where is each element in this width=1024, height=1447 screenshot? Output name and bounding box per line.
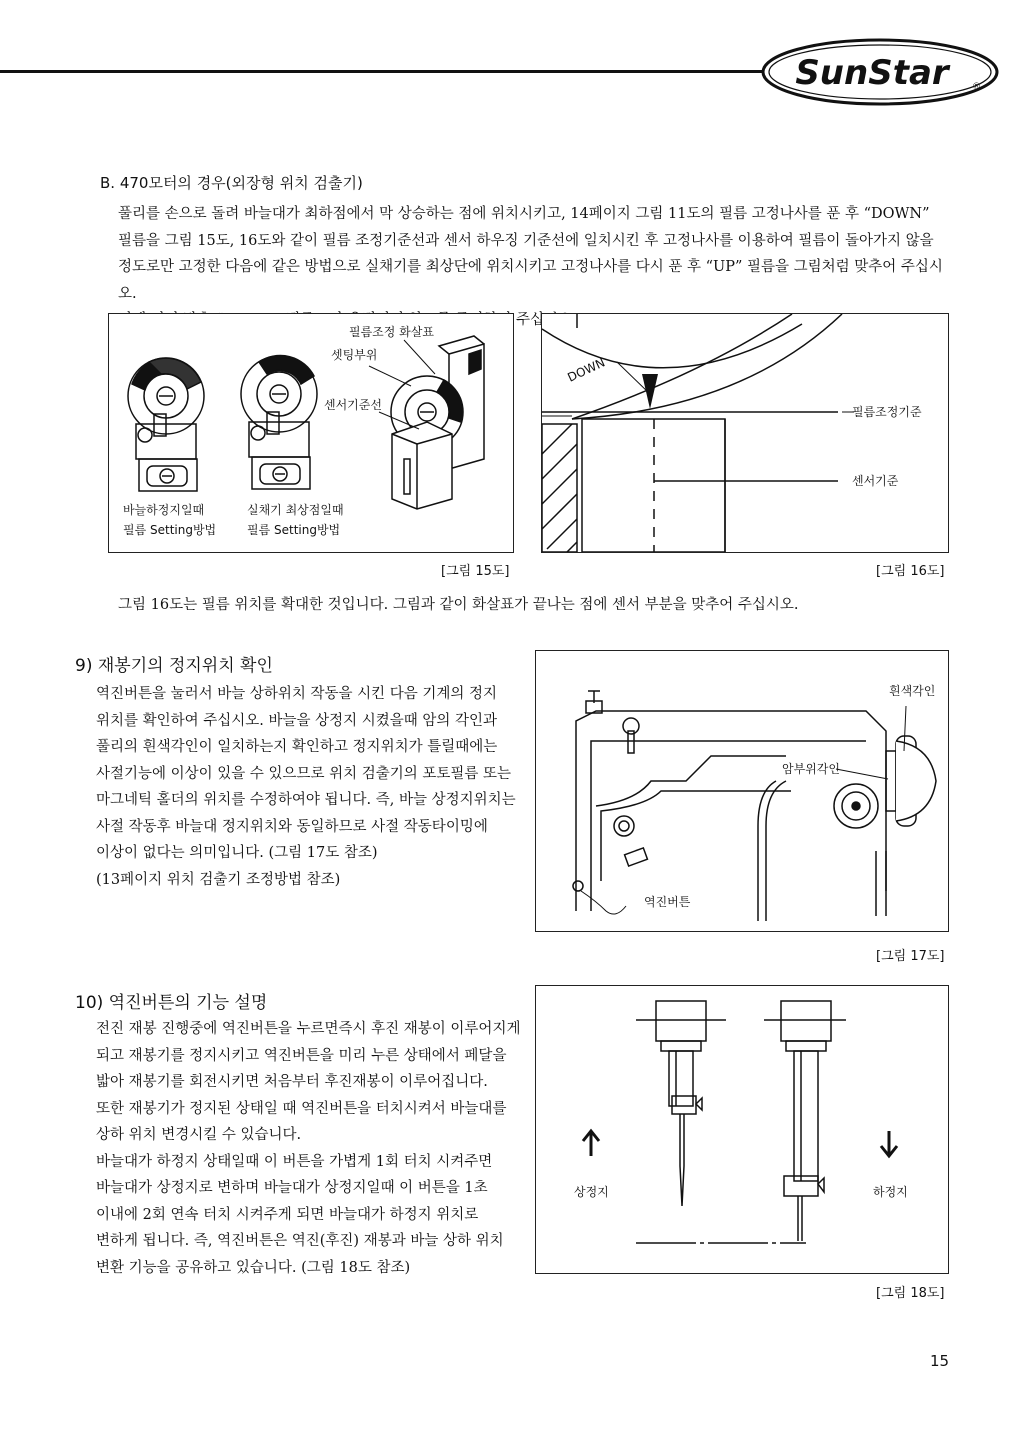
mid-caption-1: 실채기 최상점일때 (247, 503, 344, 517)
text-line: 그림 16도는 필름 위치를 확대한 것입니다. 그림과 같이 화살표가 끝나는 점에 센서 부분을 맞추어 주십시오. (118, 597, 799, 613)
text-line: 되고 재봉기를 정지시키고 역진버튼을 미리 누른 상태에서 페달을 (96, 1047, 507, 1064)
brand-text: SunStar (795, 53, 949, 93)
header-rule (0, 70, 770, 73)
text-line: 사절기능에 이상이 있을 수 있으므로 위치 검출기의 포토필름 또는 (96, 765, 512, 782)
text-line: 전진 재봉 진행중에 역진버튼을 누르면즉시 후진 재봉이 이루어지게 (96, 1021, 521, 1037)
text-line: 풀리를 손으로 돌려 바늘대가 최하점에서 막 상승하는 점에 위치시키고, 14페이지 그림 11도의 필름 고정나사를 푼 후 “DOWN” (118, 206, 930, 222)
text-line: 위치를 확인하여 주십시오. 바늘을 상정지 시켰을때 암의 각인과 (96, 712, 498, 729)
left-caption-2: 필름 Setting방법 (123, 523, 217, 537)
needle-bar-up (636, 1001, 726, 1206)
machine-arm-drawing (576, 691, 936, 921)
section-b-title: B. 470모터의 경우(외장형 위치 검출기) (100, 174, 363, 192)
text-line: 바늘대가 하정지 상태일때 이 버튼을 가볍게 1회 터치 시켜주면 (96, 1153, 493, 1170)
label-sensor-line: 센서기준선 (324, 398, 382, 412)
left-caption-1: 바늘하정지일때 (123, 503, 205, 517)
text-line: 정도로만 고정한 다음에 같은 방법으로 실채기를 최상단에 위치시키고 고정나사를 다시 푼 후 “UP” 필름을 그림처럼 맞추어 주십시오. (118, 259, 943, 302)
text-line: 사절 작동후 바늘대 정지위치와 동일하므로 사절 작동타이밍에 (96, 818, 488, 835)
text-line: 마그네틱 홀더의 위치를 수정하여야 됩니다. 즉, 바늘 상정지위치는 (96, 792, 516, 808)
text-line: 이내에 2회 연속 터치 시켜주게 되면 바늘대가 하정지 위치로 (96, 1206, 479, 1223)
text-line: 밟아 재봉기를 회전시키면 처음부터 후진재봉이 이루어집니다. (96, 1074, 488, 1090)
mid-caption-2: 필름 Setting방법 (247, 523, 341, 537)
fig16-note (118, 592, 958, 619)
label-film-arrow: 필름조정 화살표 (349, 325, 434, 339)
text-line: 이상이 없다는 의미입니다. (그림 17도 참조) (96, 845, 378, 861)
fig16-caption: [그림 16도] (876, 564, 945, 579)
sunstar-logo (760, 37, 1000, 107)
label-up-stop: 상정지 (574, 1185, 609, 1199)
fig18-caption: [그림 18도] (876, 1286, 945, 1301)
text-line: (13페이지 위치 검출기 조정방법 참조) (96, 871, 341, 888)
down-arrow-icon (881, 1131, 897, 1156)
label-down: DOWN (565, 355, 608, 385)
film-inner-arc (542, 324, 802, 368)
label-down-stop: 하정지 (873, 1185, 908, 1199)
section-9-title: 9) 재봉기의 정지위치 확인 (75, 656, 273, 676)
figure-16 (541, 313, 949, 553)
label-film-ref: 필름조정기준 (852, 405, 922, 419)
text-line: 바늘대가 상정지로 변하며 바늘대가 상정지일때 이 버튼을 1초 (96, 1180, 488, 1196)
figure-18 (535, 985, 949, 1274)
text-line: 필름을 그림 15도, 16도와 같이 필름 조정기준선과 센서 하우징 기준선에 일치시킨 후 고정나사를 이용하여 필름이 돌아가지 않을 (118, 232, 934, 249)
text-line: 변환 기능을 공유하고 있습니다. (그림 18도 참조) (96, 1259, 411, 1276)
fig15-sensor-left (128, 358, 204, 491)
label-white-mark: 흰색각인 (889, 684, 936, 698)
label-sensor-ref: 센서기준 (852, 474, 899, 488)
page-number: 15 (930, 1352, 950, 1370)
text-line: 풀리의 흰색각인이 일치하는지 확인하고 정지위치가 틀릴때에는 (96, 739, 498, 755)
fig15-caption: [그림 15도] (441, 564, 510, 579)
section-9-paragraph (96, 681, 526, 893)
figure-15 (108, 313, 514, 553)
section-10-paragraph (96, 1016, 528, 1281)
text-line: 변하게 됩니다. 즉, 역진버튼은 역진(후진) 재봉과 바늘 상하 위치 (96, 1233, 504, 1249)
fig17-caption: [그림 17도] (876, 949, 945, 964)
section-10-title: 10) 역진버튼의 기능 설명 (75, 993, 268, 1013)
fig15-sensor-middle (241, 355, 317, 489)
figure-17 (535, 650, 949, 932)
leader-film-arrow (404, 340, 435, 374)
label-setting: 셋팅부위 (331, 348, 378, 362)
text-line: 역진버튼을 눌러서 바늘 상하위치 작동을 시킨 다음 기계의 정지 (96, 686, 498, 702)
up-arrow-icon (583, 1131, 599, 1156)
leader-setting (369, 366, 411, 386)
label-reverse-button: 역진버튼 (644, 895, 691, 909)
label-arm-mark: 암부위각인 (782, 762, 840, 776)
text-line: 또한 재봉기가 정지된 상태일 때 역진버튼을 터치시켜서 바늘대를 (96, 1100, 507, 1117)
needle-bar-down (764, 1001, 846, 1241)
text-line: 상하 위치 변경시킬 수 있습니다. (96, 1127, 302, 1143)
registered-mark: ® (972, 82, 981, 92)
